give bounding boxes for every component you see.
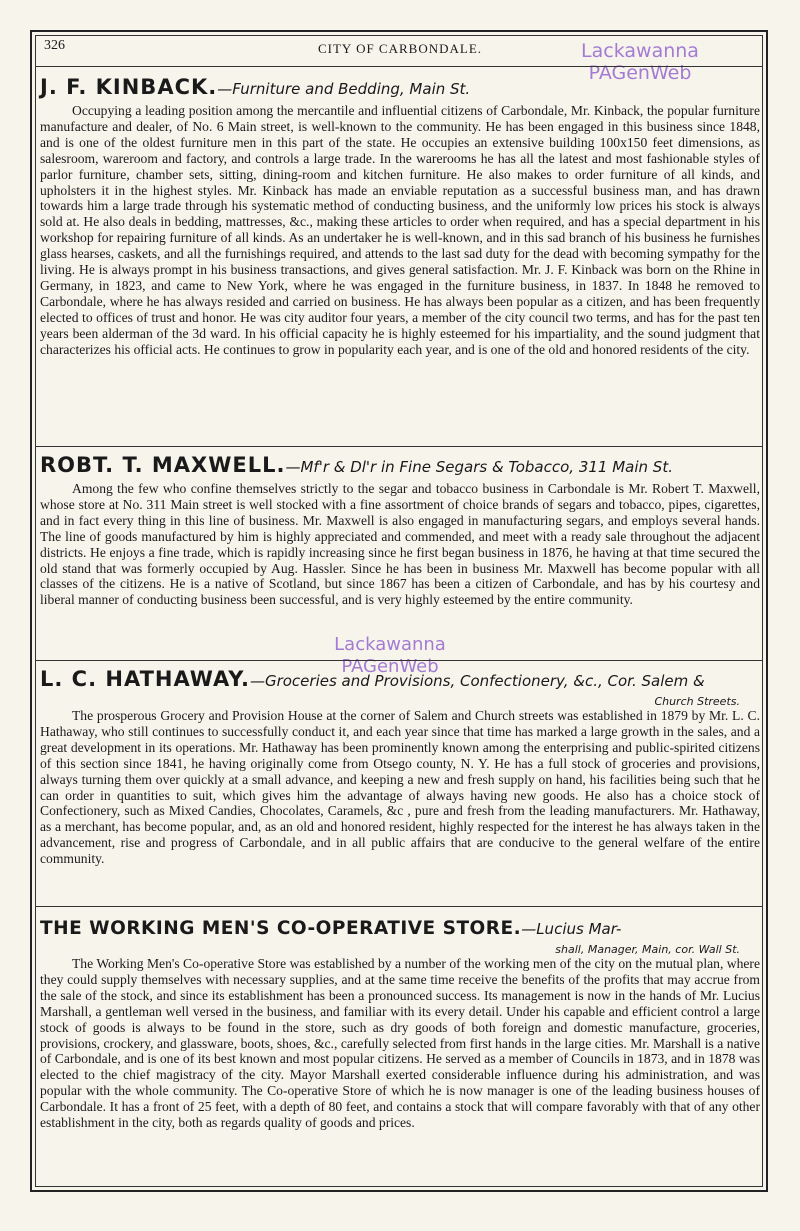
watermark-line: PAGenWeb	[341, 656, 439, 677]
business-name: THE WORKING MEN'S CO-OPERATIVE STORE.	[40, 918, 522, 939]
section-rule	[36, 906, 762, 907]
entry-heading	[40, 74, 760, 103]
header-rule	[36, 66, 762, 67]
entry-kinback	[40, 74, 760, 358]
page-number: 326	[44, 38, 65, 53]
business-tagline: —Groceries and Provisions, Confectionery, &c., Cor. Salem &	[249, 672, 705, 690]
section-rule	[36, 660, 762, 661]
section-rule	[36, 446, 762, 447]
entry-heading	[40, 916, 760, 943]
entry-body: The Working Men's Co-operative Store was established by a number of the working men of the city on the mutual plan, where they could supply themselves with necessary supplies, and at the same time receive the benefits of the profits that may accrue from the sale of the stock, and since its establishment has been a pronounced success. Its management is now in the hands of Mr. Lucius Marshall, a gentleman well versed in the business, and familiar with its every detail. Under his capable and efficient control a large stock of goods is always to be found in the store, such as dry goods of both foreign and domestic manufacture, groceries, provisions, crockery, and glassware, boots, shoes, &c., carefully selected from first hands in the large cities. Mr. Marshall is a native of Carbondale, and is one of its best known and most popular citizens. He served as a member of Councils in 1873, and in 1878 was elected to the chief magistracy of the city. Mayor Marshall exerted considerable influence during his administration, and was popular with the whole community. The Co-operative Store of which he is now manager is one of the leading business houses of Carbondale. It has a front of 25 feet, with a depth of 80 feet, and contains a stock that will compare favorably with that of any other establishment in the city, both as regards quality of goods and prices.	[40, 956, 760, 1131]
watermark-line: Lackawanna	[334, 634, 446, 655]
entry-hathaway	[40, 666, 760, 867]
entry-heading	[40, 452, 760, 481]
watermark-line: PAGenWeb	[588, 62, 692, 84]
business-tagline: —Mf'r & Dl'r in Fine Segars & Tobacco, 311 Main St.	[285, 458, 673, 476]
running-title: CITY OF CARBONDALE.	[317, 41, 483, 56]
entry-maxwell	[40, 452, 760, 608]
business-name: J. F. KINBACK.	[40, 75, 218, 99]
business-name: ROBT. T. MAXWELL.	[40, 453, 286, 477]
business-tagline: —Furniture and Bedding, Main St.	[217, 80, 471, 98]
watermark-line: Lackawanna	[581, 40, 699, 62]
entry-body: Among the few who confine themselves strictly to the segar and tobacco business in Carbondale is Mr. Robert T. Maxwell, whose store at No. 311 Main street is well stocked with a fine assortment of choice brands of segars and tobacco, pipes, cigarettes, and in fact every thing in this line of business. Mr. Maxwell is also engaged in manufacturing segars, and employs several hands. The line of goods manufactured by him is highly appreciated and commended, and meet with a ready sale throughout the adjacent districts. He enjoys a fine trade, which is rapidly increasing since he first began business in 1876, he having at that time secured the old stand that was formerly occupied by Aug. Hassler. Since he has been in business Mr. Maxwell has become popular with all classes of the citizens. He is a native of Scotland, but since 1867 has been a citizen of Carbondale, and has by his courtesy and liberal manner of conducting business been successful, and is very highly esteemed by the entire community.	[40, 481, 760, 608]
tagline-continuation: shall, Manager, Main, cor. Wall St.	[555, 943, 740, 956]
entry-heading	[40, 666, 760, 695]
entry-body: Occupying a leading position among the mercantile and influential citizens of Carbondale, Mr. Kinback, the popular furniture manufacture and dealer, of No. 6 Main street, is well-known to the community. He has been engaged in this business since 1848, and is one of the oldest furniture men in this part of the state. He occupies an extensive building 100x150 feet dimensions, as salesroom, wareroom and factory, and controls a large trade. In the warerooms he has all the latest and most fashionable styles of parlor furniture, chamber sets, sitting, dining-room and kitchen furniture. He also makes to order furniture of all kinds, and upholsters it in the highest styles. Mr. Kinback has made an enviable reputation as a successful business man, and has drawn towards him a large trade through his systematic method of conducting business, and the uniformly low prices his stock is always sold at. He also deals in bedding, mattresses, &c., making these articles to order when required, and has a special department in his workshop for repairing furniture of all kinds. As an undertaker he is well-known, and in this sad branch of his business he furnishes glass hearses, caskets, and all the furnishings required, and attends to the last sad duty for the dead with becoming sympathy for the living. He is always prompt in his business transactions, and gives general satisfaction. Mr. J. F. Kinback was born on the Rhine in Germany, in 1823, and came to New York, where he was engaged in the furniture business, in 1837. In 1848 he removed to Carbondale, where he has always resided and carried on business. He has always been popular as a citizen, and has been frequently elected to offices of trust and honor. He was city auditor four years, a member of the city council two terms, and has for the past ten years been alderman of the 3d ward. In his official capacity he is highly esteemed for his impartiality, and the sound judgment that characterizes his official acts. He continues to grow in popularity each year, and is one of the old and honored residents of the city.	[40, 103, 760, 357]
entry-cooperative-store	[40, 916, 760, 1131]
business-name: L. C. HATHAWAY.	[40, 667, 250, 691]
business-tagline: —Lucius Mar-	[521, 920, 622, 938]
tagline-continuation: Church Streets.	[654, 695, 740, 708]
entry-body: The prosperous Grocery and Provision House at the corner of Salem and Church streets was established in 1879 by Mr. L. C. Hathaway, who still continues to successfully conduct it, and each year since that time has marked a large growth in the sales, and a great development in its operations. Mr. Hathaway has been prominently known among the enterprising and public-spirited citizens of this section since 1841, he having originally come from Otsego county, N. Y. He has a full stock of groceries and provisions, always turning them over quickly at a small advance, and keeping a new and fresh supply on hand, his facilities being such that he can order in quantities to suit, which gives him the advantage of always having new goods. He also has a choice stock of Confectionery, such as Mixed Candies, Chocolates, Caramels, &c , pure and fresh from the leading manufacturers. Mr. Hathaway, as a merchant, has become popular, and, as an old and honored resident, highly respected for the interest he has always taken in the advancement, rise and progress of Carbondale, and in all public affairs that are conducive to the general welfare of the entire community.	[40, 708, 760, 867]
